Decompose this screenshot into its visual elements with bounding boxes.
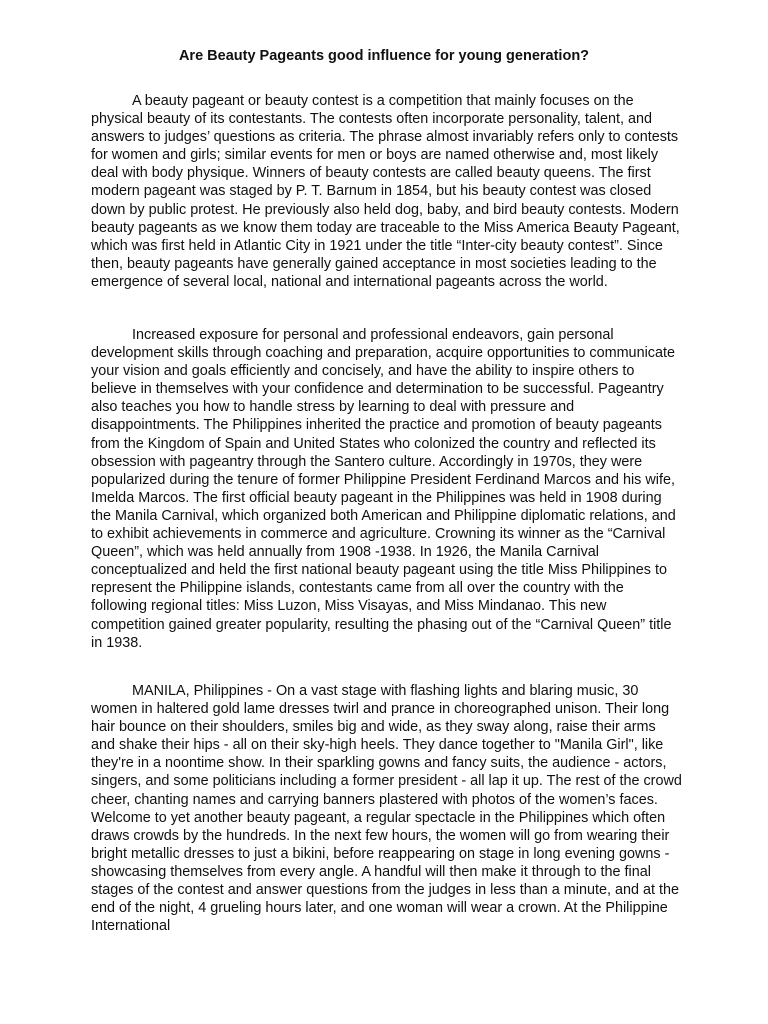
paragraph-beauty-pageant-definition: A beauty pageant or beauty contest is a competition that mainly focuses on the physical beauty of its contestants. The contests often incorporate personality, talent, and answers to judges’ questions as criteria. The phrase almost invariably refers only to contests for women and girls; similar events for men or boys are named otherwise and, most likely deal with body physique. Winners of beauty contests are called beauty queens. The first modern pageant was staged by P. T. Barnum in 1854, but his beauty contest was closed down by public protest. He previously also held dog, baby, and bird beauty contests. Modern beauty pageants as we know them today are traceable to the Miss America Beauty Pageant, which was first held in Atlantic City in 1921 under the title “Inter-city beauty contest”. Since then, beauty pageants have generally gained acceptance in most societies leading to the emergence of several local, national and international pageants across the world. bbox=[91, 93, 680, 290]
document-title: Are Beauty Pageants good influence for young generation? bbox=[178, 48, 590, 64]
paragraph-pageant-benefits-history: Increased exposure for personal and professional endeavors, gain personal development skills through coaching and preparation, acquire opportunities to communicate your vision and goals efficiently and concisely, and have the ability to inspire others to believe in themselves with your confidence and determination to be successful. Pageantry also teaches you how to handle stress by learning to deal with pressure and disappointments. The Philippines inherited the practice and promotion of beauty pageants from the Kingdom of Spain and United States who colonized the country and reflected its obsession with pageantry through the Santero culture. Accordingly in 1970s, they were popularized during the tenure of former Philippine President Ferdinand Marcos and his wife, Imelda Marcos. The first official beauty pageant in the Philippines was held in 1908 during the Manila Carnival, which organized both American and Philippine diplomatic relations, and to exhibit achievements in commerce and agriculture. Crowning its winner as the “Carnival Queen”, which was held annually from 1908 -1938. In 1926, the Manila Carnival conceptualized and held the first national beauty pageant using the title Miss Philippines to represent the Philippine islands, contestants came from all over the country with the following regional titles: Miss Luzon, Miss Visayas, and Miss Mindanao. This new competition gained greater popularity, resulting the phasing out of the “Carnival Queen” title in 1938. bbox=[91, 327, 676, 651]
paragraph-manila-pageant-scene: MANILA, Philippines - On a vast stage with flashing lights and blaring music, 30 women in haltered gold lame dresses twirl and prance in choreographed unison. Their long hair bounce on their shoulders, smiles big and wide, as they sway along, raise their arms and shake their hips - all on their sky-high heels. They dance together to "Manila Girl", like they're in a noontime show. In their sparkling gowns and fancy suits, the audience - actors, singers, and some politicians including a former president - all lap it up. The rest of the crowd cheer, chanting names and carrying banners plastered with photos of the women’s faces. Welcome to yet another beauty pageant, a regular spectacle in the Philippines which often draws crowds by the hundreds. In the next few hours, the women will go from wearing their bright metallic dresses to just a bikini, before reappearing on stage in long evening gowns - showcasing themselves from every angle. A handful will then make it through to the final stages of the contest and answer questions from the judges in less than a minute, and at the end of the night, 4 grueling hours later, and one woman will wear a crown. At the Philippine International bbox=[91, 683, 682, 935]
